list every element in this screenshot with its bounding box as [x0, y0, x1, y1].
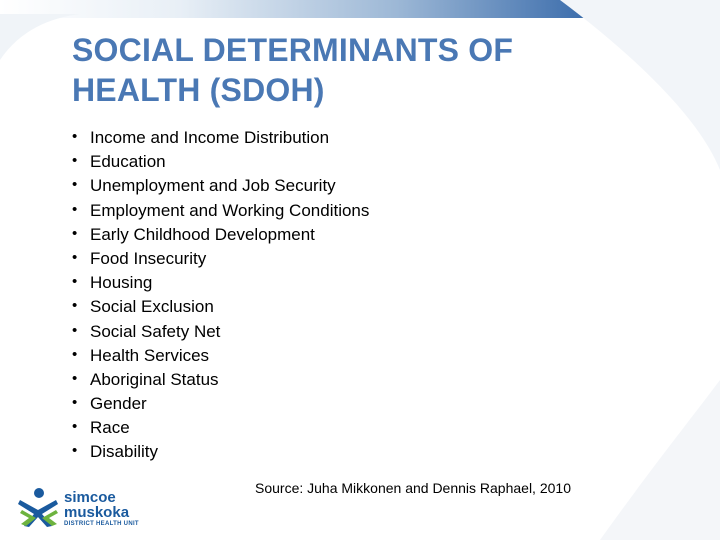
bullet-text: Early Childhood Development: [90, 224, 315, 244]
bullet-item: [72, 126, 369, 150]
bullet-text: Social Safety Net: [90, 321, 221, 341]
logo-wordmark: [64, 490, 139, 528]
bullet-text: Food Insecurity: [90, 248, 207, 268]
bullet-text: Health Services: [90, 345, 210, 365]
bullet-item: [72, 416, 369, 440]
bullet-item: [72, 295, 369, 319]
bullet-item: [72, 271, 369, 295]
bullet-item: [72, 247, 369, 271]
bullet-dot-icon: •: [72, 152, 78, 170]
bullet-item: [72, 368, 369, 392]
logo-figure-icon: [18, 486, 60, 528]
slide-title: [72, 30, 592, 110]
bullet-item: [72, 344, 369, 368]
bullet-text: Unemployment and Job Security: [90, 176, 336, 196]
bullet-text: Education: [90, 152, 166, 172]
bullet-item: [72, 223, 369, 247]
bullet-dot-icon: •: [72, 442, 78, 460]
bullet-item: [72, 392, 369, 416]
bullet-item: [72, 440, 369, 464]
bullet-text: Disability: [90, 442, 159, 462]
bullet-dot-icon: •: [72, 128, 78, 145]
bullet-dot-icon: •: [72, 200, 78, 218]
title-line-2: HEALTH (SDOH): [72, 72, 325, 108]
bullet-dot-icon: •: [72, 248, 78, 266]
bullet-dot-icon: •: [72, 273, 78, 291]
bullet-item: [72, 174, 369, 198]
bullet-dot-icon: •: [72, 176, 78, 194]
bullet-list: [72, 126, 369, 465]
bullet-item: [72, 150, 369, 174]
bullet-dot-icon: •: [72, 321, 78, 339]
bullet-text: Gender: [90, 394, 147, 414]
bullet-dot-icon: •: [72, 369, 78, 387]
source-citation: Source: Juha Mikkonen and Dennis Raphael, 2010: [255, 480, 571, 496]
logo-text-simcoe: simcoe: [64, 489, 116, 506]
bullet-dot-icon: •: [72, 345, 78, 363]
bullet-dot-icon: •: [72, 297, 78, 315]
bullet-text: Housing: [90, 273, 153, 293]
logo-text-muskoka: muskoka: [64, 504, 130, 521]
organization-logo: [18, 486, 178, 534]
bullet-item: [72, 199, 369, 223]
bullet-text: Social Exclusion: [90, 297, 214, 317]
bullet-text: Employment and Working Conditions: [90, 200, 370, 220]
bullet-text: Income and Income Distribution: [90, 128, 330, 147]
bullet-text: Race: [90, 418, 130, 438]
bullet-dot-icon: •: [72, 394, 78, 412]
bullet-text: Aboriginal Status: [90, 369, 219, 389]
title-line-1: SOCIAL DETERMINANTS OF: [72, 32, 514, 68]
bullet-item: [72, 320, 369, 344]
bullet-dot-icon: •: [72, 418, 78, 436]
bullet-dot-icon: •: [72, 224, 78, 242]
logo-text-unit: DISTRICT HEALTH UNIT: [64, 521, 139, 527]
